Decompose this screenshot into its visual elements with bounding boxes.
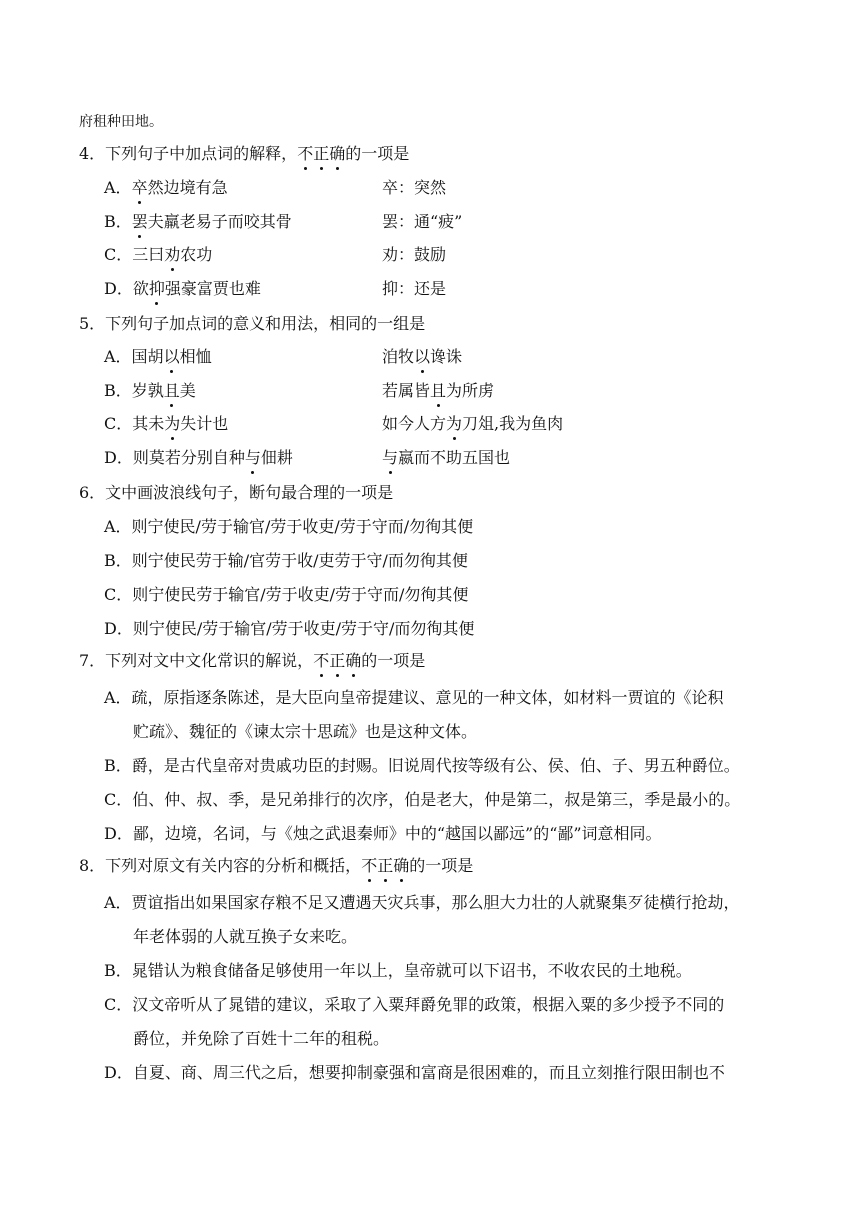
q5-option-c: C．其未为失计也 xyxy=(104,414,229,433)
q8-option-c-line1: C．汉文帝听从了晁错的建议，采取了入粟拜爵免罪的政策，根据入粟的多少授予不同的 xyxy=(104,995,725,1014)
q4-option-b: B．罢夫羸老易子而咬其骨 xyxy=(104,212,292,231)
question-6-stem: 6．文中画波浪线句子，断句最合理的一项是 xyxy=(79,483,394,502)
q6-option-a: A．则宁使民/劳于输官/劳于收吏/劳于守而/勿徇其便 xyxy=(104,517,474,536)
q6-option-b: B．则宁使民劳于输/官劳于收/吏劳于守/而勿徇其便 xyxy=(104,551,468,570)
q4-option-c: C．三曰劝农功 xyxy=(104,245,213,264)
q8-option-c-line2: 爵位，并免除了百姓十二年的租税。 xyxy=(133,1029,390,1048)
q5-option-a-pair: 洎牧以谗诛 xyxy=(382,347,463,366)
q7-option-a-line1: A．疏，原指逐条陈述，是大臣向皇帝提建议、意见的一种文体，如材料一贾谊的《论积 xyxy=(104,688,724,707)
q6-option-d: D．则宁使民/劳于输官/劳于收吏/劳于守/而勿徇其便 xyxy=(104,619,475,638)
q5-option-c-pair: 如今人方为刀俎,我为鱼肉 xyxy=(382,414,564,433)
question-4-stem: 4．下列句子中加点词的解释，不正确的一项是 xyxy=(79,144,410,163)
q4-option-a: A．卒然边境有急 xyxy=(104,178,228,197)
q5-option-a: A．国胡以相恤 xyxy=(104,347,212,366)
q7-option-d: D．鄙，边境，名词，与《烛之武退秦师》中的“越国以鄙远”的“鄙”词意相同。 xyxy=(104,824,662,843)
q5-option-d: D．则莫若分别自种与佃耕 xyxy=(104,448,293,467)
q5-option-b: B．岁孰且美 xyxy=(104,381,196,400)
q7-option-a-line2: 贮疏》、魏征的《谏太宗十思疏》也是这种文体。 xyxy=(133,722,478,741)
q8-option-b: B．晁错认为粮食储备足够使用一年以上，皇帝就可以下诏书，不收农民的土地税。 xyxy=(104,961,692,980)
q5-option-b-pair: 若属皆且为所虏 xyxy=(382,381,495,400)
q4-option-c-gloss: 劝：鼓励 xyxy=(382,245,447,264)
q7-option-c: C．伯、仲、叔、季，是兄弟排行的次序，伯是老大，仲是第二，叔是第三，季是最小的。 xyxy=(104,790,741,809)
question-7-stem: 7．下列对文中文化常识的解说，不正确的一项是 xyxy=(79,651,426,670)
question-5-stem: 5．下列句子加点词的意义和用法，相同的一组是 xyxy=(79,314,426,333)
q4-option-b-gloss: 罢：通“疲” xyxy=(382,212,463,231)
intro-text: 府租种田地。 xyxy=(79,114,163,130)
q5-option-d-pair: 与嬴而不助五国也 xyxy=(382,448,511,467)
q4-option-a-gloss: 卒：突然 xyxy=(382,178,447,197)
q4-option-d: D．欲抑强豪富贾也难 xyxy=(104,279,261,298)
q7-option-b: B．爵，是古代皇帝对贵戚功臣的封赐。旧说周代按等级有公、侯、伯、子、男五种爵位。 xyxy=(104,756,740,775)
q8-option-a-line2: 年老体弱的人就互换子女来吃。 xyxy=(133,927,358,946)
q4-option-d-gloss: 抑：还是 xyxy=(382,279,447,298)
question-8-stem: 8．下列对原文有关内容的分析和概括，不正确的一项是 xyxy=(79,856,474,875)
q6-option-c: C．则宁使民劳于输官/劳于收吏/劳于守而/勿徇其便 xyxy=(104,585,469,604)
q8-option-d: D．自夏、商、周三代之后，想要抑制豪强和富商是很困难的，而且立刻推行限田制也不 xyxy=(104,1063,725,1082)
q8-option-a-line1: A．贾谊指出如果国家存粮不足又遭遇天灾兵事，那么胆大力壮的人就聚集歹徒横行抢劫， xyxy=(104,893,740,912)
